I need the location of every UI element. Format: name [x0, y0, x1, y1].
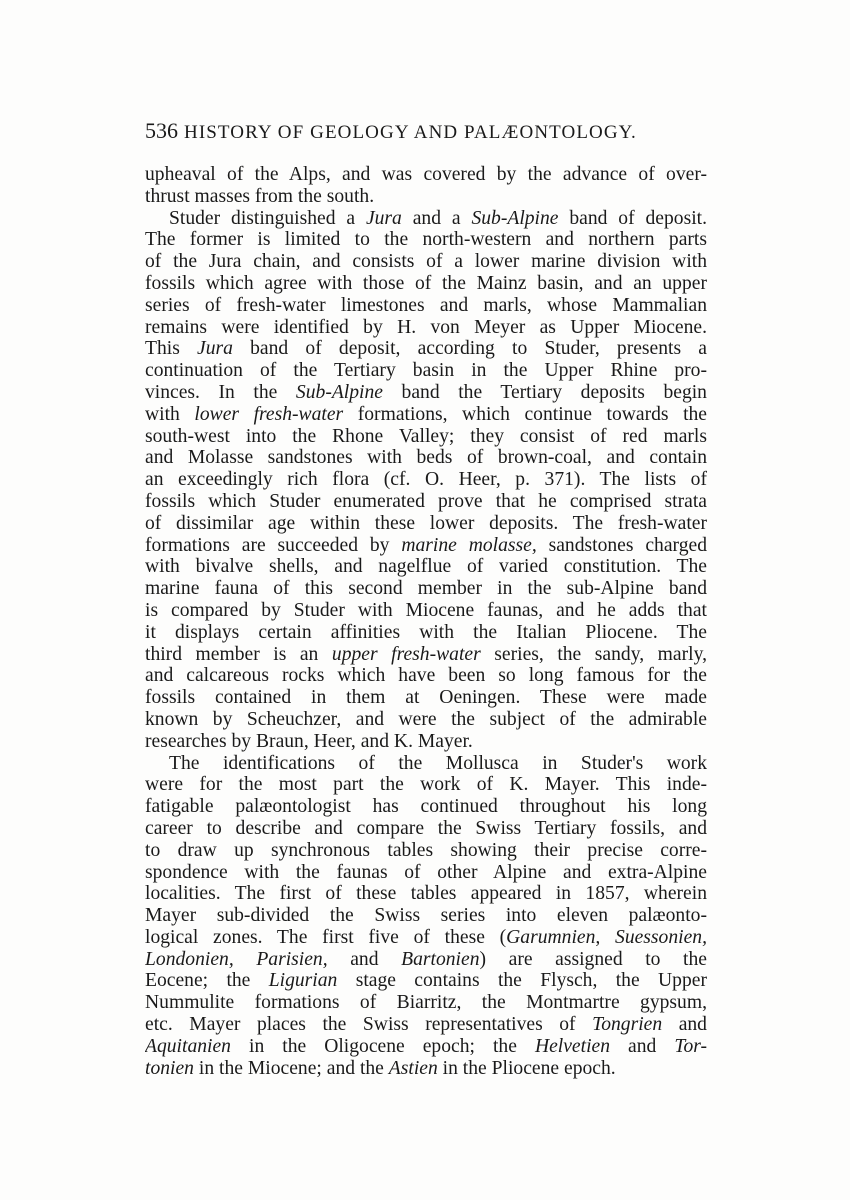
- body-text: [145, 164, 707, 1079]
- text-segment: is compared by Studer with Miocene faunas, and he adds that: [145, 599, 707, 621]
- text-line: [145, 164, 707, 186]
- text-segment: logical zones. The first five of these (: [145, 926, 507, 948]
- text-segment: continuation of the Tertiary basin in the Upper Rhine pro-: [145, 360, 707, 382]
- text-line: [145, 927, 707, 949]
- text-segment: career to describe and compare the Swiss Tertiary fossils, and: [145, 817, 707, 839]
- italic-text-segment: Sub-Alpine: [295, 381, 383, 403]
- text-segment: band of deposit.: [558, 207, 707, 229]
- text-line: [145, 273, 707, 295]
- text-line: [145, 1058, 707, 1080]
- text-line: [145, 753, 707, 775]
- text-line: [145, 818, 707, 840]
- text-line: [145, 796, 707, 818]
- text-segment: fossils contained in them at Oeningen. These were made: [145, 687, 707, 709]
- text-segment: The former is limited to the north-western and northern parts: [145, 229, 707, 251]
- text-line: [145, 535, 707, 557]
- italic-text-segment: Londonien, Parisien,: [145, 948, 328, 970]
- text-segment: known by Scheuchzer, and were the subject of the admirable: [145, 708, 707, 730]
- text-line: [145, 1014, 707, 1036]
- text-line: [145, 840, 707, 862]
- text-line: [145, 513, 707, 535]
- text-segment: sandstones charged: [536, 534, 707, 556]
- text-segment: band the Tertiary deposits begin: [382, 381, 707, 403]
- text-line: [145, 382, 707, 404]
- italic-text-segment: Helvetien: [534, 1035, 611, 1057]
- text-segment: and: [327, 948, 402, 970]
- text-segment: Studer distinguished a: [169, 207, 366, 229]
- text-segment: Nummulite formations of Biarritz, the Montmartre gypsum,: [145, 992, 707, 1014]
- italic-text-segment: Sub-Alpine: [471, 207, 559, 229]
- text-segment: it displays certain affinities with the Italian Pliocene. The: [145, 621, 707, 643]
- text-line: [145, 665, 707, 687]
- text-line: [145, 317, 707, 339]
- text-line: [145, 295, 707, 317]
- text-segment: in the Pliocene epoch.: [437, 1057, 616, 1079]
- text-segment: fatigable palæontologist has continued throughout his long: [145, 796, 707, 818]
- text-line: [145, 644, 707, 666]
- italic-text-segment: Tongrien: [592, 1014, 663, 1036]
- text-segment: The identifications of the Mollusca in Studer's work: [169, 752, 707, 774]
- italic-text-segment: Tor-: [674, 1035, 707, 1057]
- text-segment: fossils which agree with those of the Mainz basin, and an upper: [145, 272, 707, 294]
- text-line: [145, 229, 707, 251]
- text-segment: with: [145, 403, 195, 425]
- text-line: [145, 556, 707, 578]
- text-line: [145, 774, 707, 796]
- italic-text-segment: Jura: [365, 207, 402, 229]
- text-segment: formations are succeeded by: [145, 534, 402, 556]
- text-segment: third member is an: [145, 643, 332, 665]
- text-segment: with bivalve shells, and nagelflue of varied constitution. The: [145, 556, 707, 578]
- text-segment: series, the sandy, marly,: [480, 643, 707, 665]
- text-line: [145, 469, 707, 491]
- text-segment: and Molasse sandstones with beds of brown-coal, and contain: [145, 447, 707, 469]
- text-line: [145, 491, 707, 513]
- text-line: [145, 600, 707, 622]
- text-line: [145, 578, 707, 600]
- text-line: [145, 447, 707, 469]
- text-segment: thrust masses from the south.: [145, 185, 375, 207]
- text-line: [145, 186, 707, 208]
- text-segment: stage contains the Flysch, the Upper: [337, 970, 707, 992]
- text-segment: Eocene; the: [145, 970, 269, 992]
- text-line: [145, 404, 707, 426]
- italic-text-segment: Bartonien: [401, 948, 480, 970]
- text-segment: upheaval of the Alps, and was covered by the advance of over-: [145, 164, 707, 185]
- text-line: [145, 208, 707, 230]
- text-segment: were for the most part the work of K. Mayer. This inde-: [145, 774, 707, 796]
- text-segment: remains were identified by H. von Meyer as Upper Miocene.: [145, 316, 707, 338]
- italic-text-segment: lower fresh-water: [194, 403, 344, 425]
- text-segment: and: [662, 1014, 707, 1036]
- text-segment: of the Jura chain, and consists of a lower marine division with: [145, 251, 707, 273]
- text-line: [145, 360, 707, 382]
- italic-text-segment: Jura: [197, 338, 233, 360]
- text-segment: and: [610, 1035, 675, 1057]
- text-segment: spondence with the faunas of other Alpine and extra-Alpine: [145, 861, 707, 883]
- text-segment: This: [145, 338, 198, 360]
- italic-text-segment: Astien: [388, 1057, 438, 1079]
- text-segment: of dissimilar age within these lower deposits. The fresh-water: [145, 512, 707, 534]
- text-segment: and calcareous rocks which have been so long famous for the: [145, 665, 707, 687]
- text-segment: Mayer sub-divided the Swiss series into eleven palæonto-: [145, 905, 707, 927]
- text-segment: etc. Mayer places the Swiss representatives of: [145, 1014, 593, 1036]
- text-segment: band of deposit, according to Studer, presents a: [232, 338, 707, 360]
- text-segment: marine fauna of this second member in the sub-Alpine band: [145, 578, 707, 600]
- text-segment: ) are assigned to the: [479, 948, 707, 970]
- text-segment: and a: [401, 207, 472, 229]
- text-line: [145, 709, 707, 731]
- text-line: [145, 949, 707, 971]
- text-line: [145, 1036, 707, 1058]
- text-line: [145, 905, 707, 927]
- text-segment: in the Miocene; and the: [193, 1057, 389, 1079]
- text-line: [145, 426, 707, 448]
- text-line: [145, 338, 707, 360]
- text-segment: localities. The first of these tables appeared in 1857, wherein: [145, 883, 707, 905]
- italic-text-segment: upper fresh-water: [331, 643, 481, 665]
- text-segment: an exceedingly rich flora (cf. O. Heer, p. 371). The lists of: [145, 469, 707, 491]
- text-line: [145, 731, 707, 753]
- italic-text-segment: tonien: [145, 1057, 194, 1079]
- text-segment: to draw up synchronous tables showing their precise corre-: [145, 839, 707, 861]
- text-segment: in the Oligocene epoch; the: [230, 1035, 535, 1057]
- text-line: [145, 622, 707, 644]
- italic-text-segment: marine molasse,: [401, 534, 537, 556]
- running-title: HISTORY OF GEOLOGY AND PALÆONTOLOGY.: [184, 122, 637, 143]
- italic-text-segment: Aquitanien: [145, 1035, 231, 1057]
- text-segment: fossils which Studer enumerated prove that he comprised strata: [145, 490, 707, 512]
- text-segment: formations, which continue towards the: [343, 403, 707, 425]
- text-segment: series of fresh-water limestones and marls, whose Mammalian: [145, 294, 707, 316]
- text-line: [145, 883, 707, 905]
- text-segment: vinces. In the: [145, 381, 296, 403]
- italic-text-segment: Garumnien, Suessonien,: [506, 926, 707, 948]
- text-line: [145, 687, 707, 709]
- page-number: 536: [145, 118, 178, 143]
- italic-text-segment: Ligurian: [268, 970, 338, 992]
- text-segment: researches by Braun, Heer, and K. Mayer.: [145, 730, 473, 752]
- text-segment: south-west into the Rhone Valley; they consist of red marls: [145, 425, 707, 447]
- text-line: [145, 251, 707, 273]
- text-line: [145, 992, 707, 1014]
- text-line: [145, 862, 707, 884]
- running-head: [145, 118, 715, 144]
- text-line: [145, 970, 707, 992]
